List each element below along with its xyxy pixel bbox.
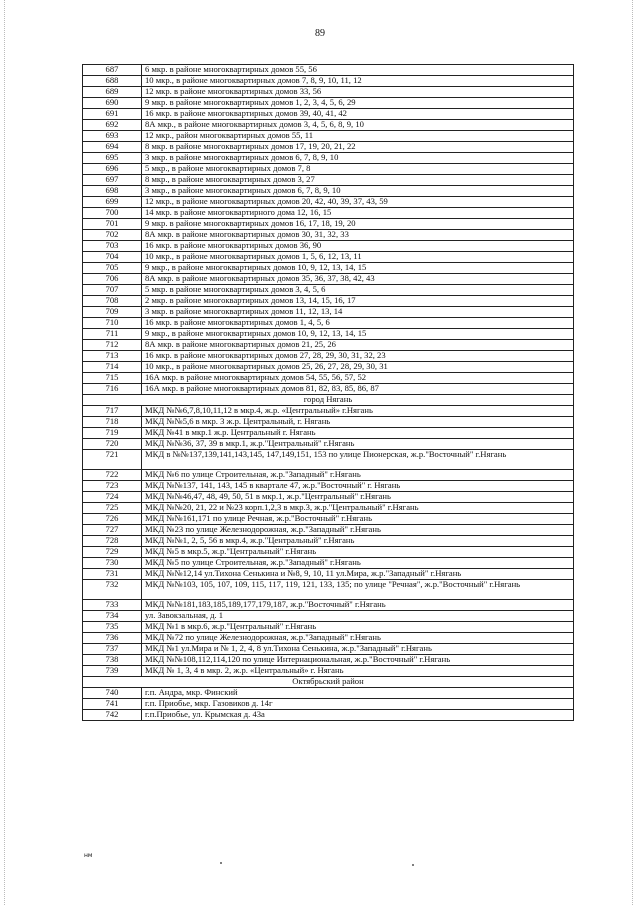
table-row: [83, 536, 574, 547]
row-number: 741: [83, 699, 142, 710]
table-row: [83, 514, 574, 525]
table-row: [83, 263, 574, 274]
row-address: МКД №41 в мкр.1 ж.р. Центральный г. Нягань: [142, 428, 574, 439]
section-header-row: [83, 677, 574, 688]
table-row: [83, 329, 574, 340]
row-address: 10 мкр., в районе многоквартирных домов 7, 8, 9, 10, 11, 12: [142, 76, 574, 87]
table-row: [83, 197, 574, 208]
row-number: 692: [83, 120, 142, 131]
row-number: 696: [83, 164, 142, 175]
table-row: [83, 492, 574, 503]
table-row: [83, 65, 574, 76]
table-row: [83, 131, 574, 142]
table-row: [83, 470, 574, 481]
row-number: 689: [83, 87, 142, 98]
row-number: 701: [83, 219, 142, 230]
table-row: [83, 611, 574, 622]
row-number: 716: [83, 384, 142, 395]
table-row: [83, 525, 574, 536]
table-row: [83, 417, 574, 428]
row-address: 9 мкр., в районе многоквартирных домов 10, 9, 12, 13, 14, 15: [142, 329, 574, 340]
table-row: [83, 175, 574, 186]
table-row: [83, 219, 574, 230]
row-address: 5 мкр., в районе многоквартирных домов 7, 8: [142, 164, 574, 175]
row-address: МКД №№108,112,114,120 по улице Интернациональная, ж.р."Восточный" г.Нягань: [142, 655, 574, 666]
address-table-body: [83, 65, 574, 721]
table-row: [83, 153, 574, 164]
table-row: [83, 362, 574, 373]
row-number: 688: [83, 76, 142, 87]
row-number: 705: [83, 263, 142, 274]
row-number: 737: [83, 644, 142, 655]
row-address: МКД № 1, 3, 4 в мкр. 2, ж.р. «Центральный» г. Нягань: [142, 666, 574, 677]
table-row: [83, 307, 574, 318]
row-number: 711: [83, 329, 142, 340]
table-row: [83, 428, 574, 439]
footer-mark: нм: [84, 852, 93, 859]
row-address: 8А мкр. в районе многоквартирных домов 35, 36, 37, 38, 42, 43: [142, 274, 574, 285]
row-number: 723: [83, 481, 142, 492]
row-number: 738: [83, 655, 142, 666]
table-row: [83, 241, 574, 252]
section-title: город Нягань: [83, 395, 574, 406]
row-address: МКД №1 ул.Мира и № 1, 2, 4, 8 ул.Тихона Сенькина, ж.р."Западный" г.Нягань: [142, 644, 574, 655]
row-number: 706: [83, 274, 142, 285]
row-number: 734: [83, 611, 142, 622]
row-number: 727: [83, 525, 142, 536]
table-row: [83, 76, 574, 87]
row-address: МКД в №№137,139,141,143,145, 147,149,151, 153 по улице Пионерская, ж.р."Восточный" г.Нягань: [142, 450, 574, 470]
row-number: 720: [83, 439, 142, 450]
row-number: 719: [83, 428, 142, 439]
table-row: [83, 285, 574, 296]
row-number: 704: [83, 252, 142, 263]
row-address: 12 мкр., в районе многоквартирных домов 20, 42, 40, 39, 37, 43, 59: [142, 197, 574, 208]
row-number: 742: [83, 710, 142, 721]
table-row: [83, 252, 574, 263]
table-row: [83, 633, 574, 644]
row-number: 700: [83, 208, 142, 219]
row-number: 726: [83, 514, 142, 525]
row-address: 9 мкр., в районе многоквартирных домов 10, 9, 12, 13, 14, 15: [142, 263, 574, 274]
row-number: 710: [83, 318, 142, 329]
table-row: [83, 230, 574, 241]
row-number: 714: [83, 362, 142, 373]
table-row: [83, 340, 574, 351]
row-address: МКД №№103, 105, 107, 109, 115, 117, 119, 121, 133, 135; по улице "Речная", ж.р."Восточный" г.Нягань: [142, 580, 574, 600]
row-number: 735: [83, 622, 142, 633]
table-row: [83, 164, 574, 175]
table-row: [83, 98, 574, 109]
table-row: [83, 481, 574, 492]
row-address: МКД №№6,7,8,10,11,12 в мкр.4, ж.р. «Центральный» г.Нягань: [142, 406, 574, 417]
row-address: МКД №№46,47, 48, 49, 50, 51 в мкр.1, ж.р."Центральный" г.Нягань: [142, 492, 574, 503]
table-row: [83, 666, 574, 677]
row-address: МКД №1 в мкр.6, ж.р."Центральный" г.Нягань: [142, 622, 574, 633]
section-title: Октябрьский район: [83, 677, 574, 688]
row-number: 703: [83, 241, 142, 252]
row-number: 731: [83, 569, 142, 580]
table-row: [83, 569, 574, 580]
address-table: [82, 64, 574, 721]
row-address: 8 мкр., в районе многоквартирных домов 3, 27: [142, 175, 574, 186]
table-row: [83, 318, 574, 329]
scan-dot: [412, 864, 414, 866]
table-row: [83, 710, 574, 721]
row-number: 698: [83, 186, 142, 197]
row-number: 709: [83, 307, 142, 318]
row-number: 740: [83, 688, 142, 699]
row-number: 694: [83, 142, 142, 153]
row-address: МКД №23 по улице Железнодорожная, ж.р."Западный" г.Нягань: [142, 525, 574, 536]
row-number: 722: [83, 470, 142, 481]
table-row: [83, 547, 574, 558]
row-address: 16А мкр. в районе многоквартирных домов 81, 82, 83, 85, 86, 87: [142, 384, 574, 395]
row-address: МКД №5 в мкр.5, ж.р."Центральный" г.Нягань: [142, 547, 574, 558]
row-address: МКД №6 по улице Строительная, ж.р."Западный" г.Нягань: [142, 470, 574, 481]
row-number: 729: [83, 547, 142, 558]
table-row: [83, 439, 574, 450]
table-row: [83, 600, 574, 611]
table-row: [83, 351, 574, 362]
table-row: [83, 644, 574, 655]
table-row: [83, 655, 574, 666]
row-number: 695: [83, 153, 142, 164]
table-row: [83, 688, 574, 699]
row-address: МКД №№161,171 по улице Речная, ж.р."Восточный" г.Нягань: [142, 514, 574, 525]
row-number: 712: [83, 340, 142, 351]
row-address: 12 мкр., район многоквартирных домов 55, 11: [142, 131, 574, 142]
row-address: 16А мкр. в районе многоквартирных домов 54, 55, 56, 57, 52: [142, 373, 574, 384]
row-address: МКД №№36, 37, 39 в мкр.1, ж.р."Центральный" г.Нягань: [142, 439, 574, 450]
row-address: МКД №№181,183,185,189,177,179,187, ж.р."Восточный" г.Нягань: [142, 600, 574, 611]
row-address: 16 мкр. в районе многоквартирных домов 1, 4, 5, 6: [142, 318, 574, 329]
row-number: 690: [83, 98, 142, 109]
row-number: 708: [83, 296, 142, 307]
row-address: 9 мкр. в районе многоквартирных домов 1, 2, 3, 4, 5, 6, 29: [142, 98, 574, 109]
row-address: 2 мкр. в районе многоквартирных домов 13, 14, 15, 16, 17: [142, 296, 574, 307]
row-address: 3 мкр. в районе многоквартирных домов 11, 12, 13, 14: [142, 307, 574, 318]
table-row: [83, 109, 574, 120]
row-number: 730: [83, 558, 142, 569]
row-address: 9 мкр. в районе многоквартирных домов 16, 17, 18, 19, 20: [142, 219, 574, 230]
table-row: [83, 558, 574, 569]
row-address: 10 мкр., в районе многоквартирных домов 1, 5, 6, 12, 13, 11: [142, 252, 574, 263]
row-number: 732: [83, 580, 142, 600]
row-address: 8А мкр. в районе многоквартирных домов 30, 31, 32, 33: [142, 230, 574, 241]
table-row: [83, 406, 574, 417]
table-row: [83, 186, 574, 197]
row-address: 10 мкр., в районе многоквартирных домов 25, 26, 27, 28, 29, 30, 31: [142, 362, 574, 373]
table-row: [83, 274, 574, 285]
page-number: 89: [315, 28, 325, 39]
row-number: 728: [83, 536, 142, 547]
table-row: [83, 384, 574, 395]
table-row: [83, 87, 574, 98]
row-number: 687: [83, 65, 142, 76]
table-row: [83, 120, 574, 131]
scan-dot: [220, 862, 222, 864]
row-address: 8А мкр. в районе многоквартирных домов 21, 25, 26: [142, 340, 574, 351]
row-number: 724: [83, 492, 142, 503]
section-header-row: [83, 395, 574, 406]
row-address: г.п. Приобье, мкр. Газовиков д. 14г: [142, 699, 574, 710]
row-number: 715: [83, 373, 142, 384]
row-number: 699: [83, 197, 142, 208]
table-row: [83, 142, 574, 153]
row-address: 6 мкр. в районе многоквартирных домов 55, 56: [142, 65, 574, 76]
row-address: 3 мкр., в районе многоквартирных домов 6, 7, 8, 9, 10: [142, 186, 574, 197]
row-address: 16 мкр. в районе многоквартирных домов 36, 90: [142, 241, 574, 252]
row-address: МКД №72 по улице Железнодорожная, ж.р."Западный" г.Нягань: [142, 633, 574, 644]
row-number: 713: [83, 351, 142, 362]
row-address: МКД №№1, 2, 5, 56 в мкр.4, ж.р."Центральный" г.Нягань: [142, 536, 574, 547]
row-address: 3 мкр. в районе многоквартирных домов 6, 7, 8, 9, 10: [142, 153, 574, 164]
table-row: [83, 580, 574, 600]
scan-edge-left: [4, 0, 6, 905]
row-number: 693: [83, 131, 142, 142]
row-address: 14 мкр. в районе многоквартирного дома 12, 16, 15: [142, 208, 574, 219]
table-row: [83, 296, 574, 307]
row-address: г.п. Андра, мкр. Финский: [142, 688, 574, 699]
table-row: [83, 699, 574, 710]
table-row: [83, 208, 574, 219]
row-address: МКД №№20, 21, 22 и №23 корп.1,2,3 в мкр.3, ж.р."Центральный" г.Нягань: [142, 503, 574, 514]
row-number: 721: [83, 450, 142, 470]
row-address: 12 мкр. в районе многоквартирных домов 33, 56: [142, 87, 574, 98]
row-number: 733: [83, 600, 142, 611]
row-number: 697: [83, 175, 142, 186]
row-number: 736: [83, 633, 142, 644]
row-address: МКД №№5,6 в мкр. 3 ж.р. Центральный, г. Нягань: [142, 417, 574, 428]
row-number: 718: [83, 417, 142, 428]
row-number: 707: [83, 285, 142, 296]
row-number: 739: [83, 666, 142, 677]
row-address: г.п.Приобье, ул. Крымская д. 43а: [142, 710, 574, 721]
row-address: МКД №№137, 141, 143, 145 в квартале 47, ж.р."Восточный" г. Нягань: [142, 481, 574, 492]
row-address: 16 мкр. в районе многоквартирных домов 39, 40, 41, 42: [142, 109, 574, 120]
row-number: 717: [83, 406, 142, 417]
scan-edge-right: [632, 0, 634, 905]
row-address: МКД №№12,14 ул.Тихона Сенькина и №8, 9, 10, 11 ул.Мира, ж.р."Западный" г.Нягань: [142, 569, 574, 580]
table-row: [83, 503, 574, 514]
row-address: ул. Завокзальная, д. 1: [142, 611, 574, 622]
row-number: 691: [83, 109, 142, 120]
table-row: [83, 373, 574, 384]
row-number: 725: [83, 503, 142, 514]
row-address: 8 мкр. в районе многоквартирных домов 17, 19, 20, 21, 22: [142, 142, 574, 153]
table-row: [83, 450, 574, 470]
row-address: 16 мкр. в районе многоквартирных домов 27, 28, 29, 30, 31, 32, 23: [142, 351, 574, 362]
row-address: МКД №5 по улице Строительная, ж.р."Западный" г.Нягань: [142, 558, 574, 569]
row-address: 5 мкр. в районе многоквартирных домов 3, 4, 5, 6: [142, 285, 574, 296]
row-address: 8А мкр., в районе многоквартирных домов 3, 4, 5, 6, 8, 9, 10: [142, 120, 574, 131]
table-row: [83, 622, 574, 633]
row-number: 702: [83, 230, 142, 241]
